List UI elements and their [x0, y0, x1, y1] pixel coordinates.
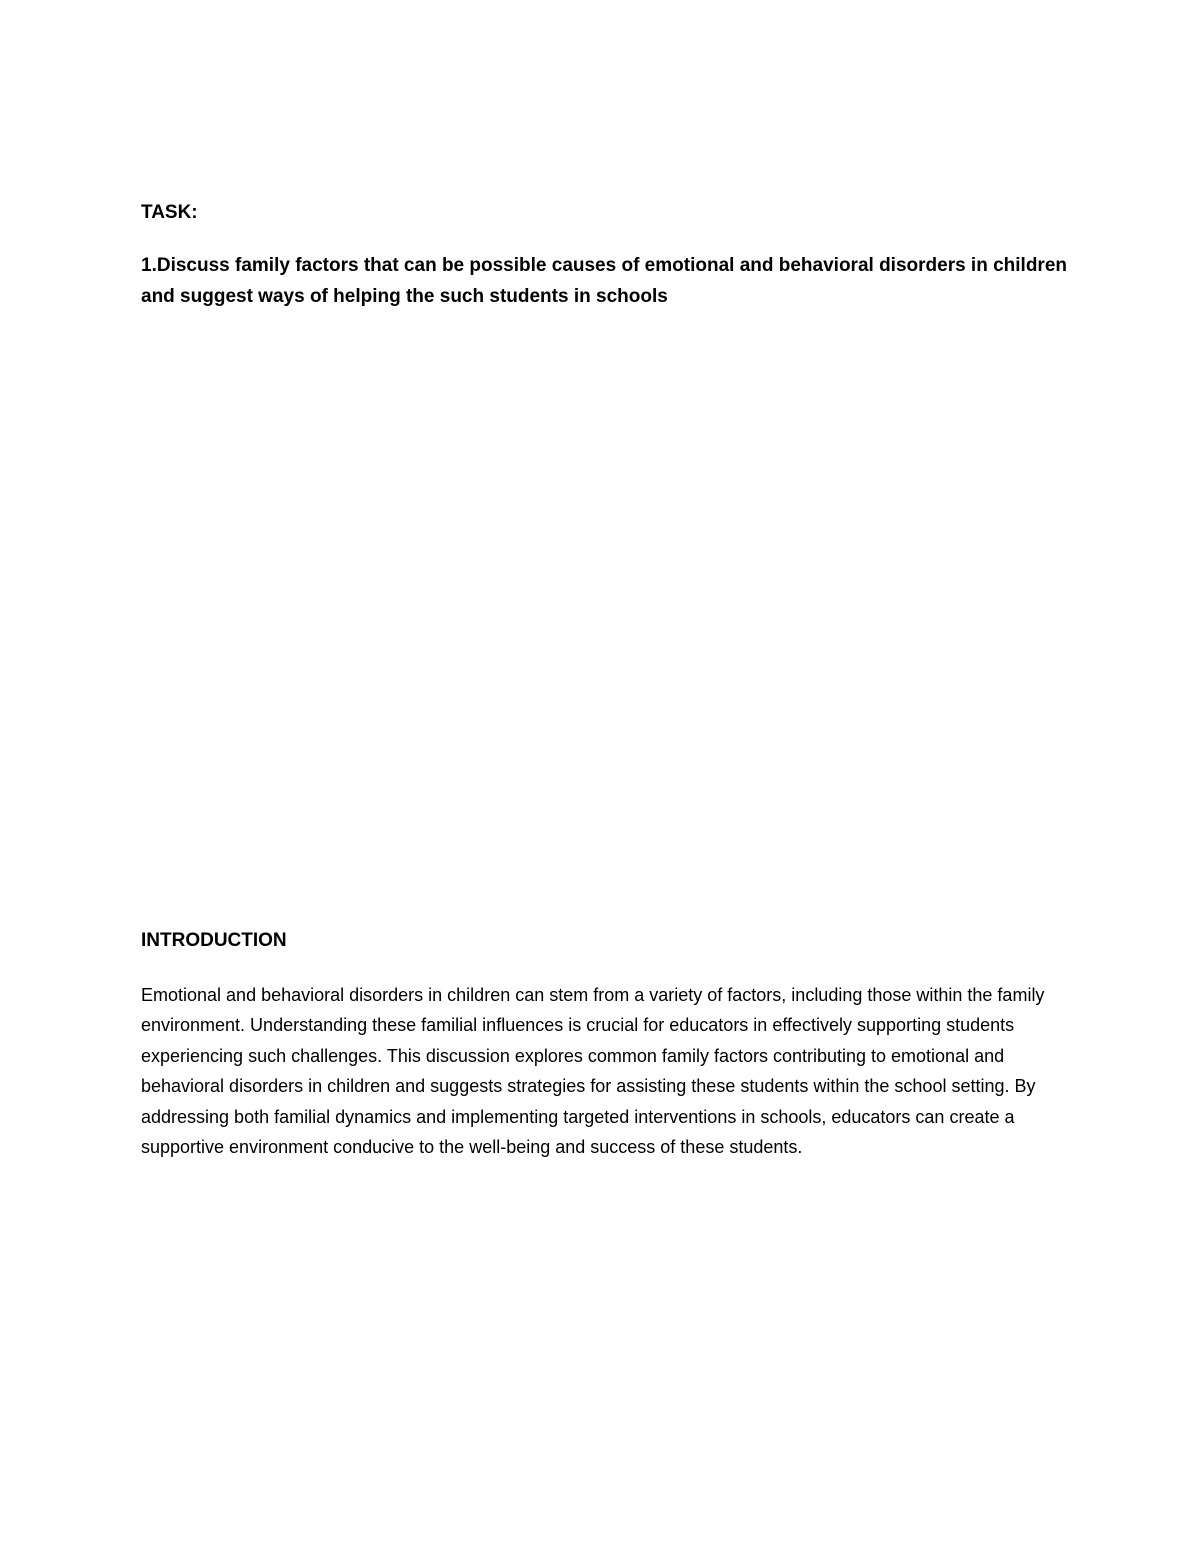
introduction-paragraph: Emotional and behavioral disorders in children can stem from a variety of factors, including those within the family environment. Understanding these familial influences is crucial for educators in effectively supporting students experiencing such challenges. This discussion explores common family factors contributing to emotional and behavioral disorders in children and suggests strategies for assisting these students within the school setting. By addressing both familial dynamics and implementing targeted interventions in schools, educators can create a supportive environment conducive to the well-being and success of these students. [141, 985, 1045, 1158]
task-question: 1.Discuss family factors that can be possible causes of emotional and behavioral disorders in children and suggest ways of helping the such students in schools [141, 255, 1067, 307]
task-heading: TASK: [141, 202, 198, 223]
introduction-heading: INTRODUCTION [141, 930, 287, 951]
